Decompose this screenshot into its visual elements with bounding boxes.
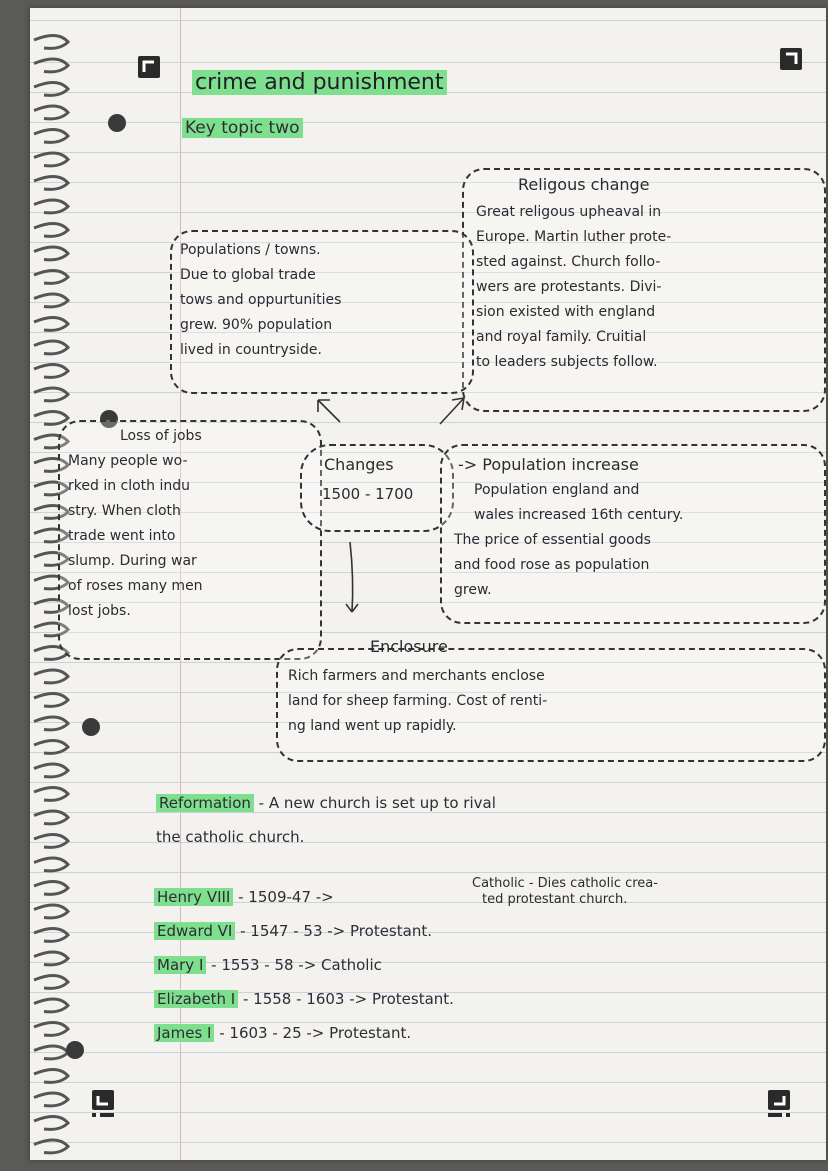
spiral-coil <box>34 176 68 189</box>
religious-change-heading: Religous change <box>518 175 650 194</box>
spiral-coil <box>34 317 68 330</box>
spiral-coil <box>34 200 68 213</box>
punch-hole <box>66 1041 84 1059</box>
spiral-coil <box>34 388 68 401</box>
spiral-coil <box>34 1140 68 1153</box>
loss-of-jobs-text: Loss of jobs Many people wo- rked in cloth indu stry. When cloth trade went into slump. During war of roses many men lost jobs. <box>68 428 203 619</box>
notebook-page <box>30 8 826 1160</box>
spiral-coil <box>34 811 68 824</box>
spiral-coil <box>34 223 68 236</box>
monarch-row: Henry VIII - 1509-47 -> <box>154 888 334 906</box>
spiral-coil <box>34 294 68 307</box>
spiral-coil <box>34 881 68 894</box>
spiral-coil <box>34 1069 68 1082</box>
spiral-coil <box>34 975 68 988</box>
punch-hole <box>108 114 126 132</box>
monarch-row: Elizabeth I - 1558 - 1603 -> Protestant. <box>154 990 454 1008</box>
populations-towns-text: Populations / towns. Due to global trade tows and oppurtunities grew. 90% population lived in countryside. <box>180 242 342 358</box>
monarch-row: James I - 1603 - 25 -> Protestant. <box>154 1024 411 1042</box>
henry-note: Catholic - Dies catholic crea- ted protestant church. <box>472 876 658 907</box>
enclosure-text: Rich farmers and merchants enclose land for sheep farming. Cost of renti- ng land went up rapidly. <box>288 668 548 734</box>
spiral-coil <box>34 82 68 95</box>
spiral-coil <box>34 834 68 847</box>
spiral-coil <box>34 999 68 1012</box>
spiral-coil <box>34 270 68 283</box>
spiral-coil <box>34 952 68 965</box>
spiral-coil <box>34 129 68 142</box>
corner-mark-icon <box>768 1090 790 1118</box>
spiral-coil <box>34 858 68 871</box>
spiral-coil <box>34 717 68 730</box>
reformation-term: Reformation <box>156 794 254 812</box>
spiral-coil <box>34 1046 68 1059</box>
arrow-up-right-icon <box>434 392 474 428</box>
spiral-coil <box>34 764 68 777</box>
spiral-coil <box>34 411 68 424</box>
reformation-definition-line2: the catholic church. <box>156 828 305 846</box>
corner-mark-icon <box>780 48 802 70</box>
spiral-coil <box>34 341 68 354</box>
population-increase-heading: -> Population increase <box>458 455 639 474</box>
monarch-row: Edward VI - 1547 - 53 -> Protestant. <box>154 922 432 940</box>
arrow-up-left-icon <box>310 392 350 428</box>
spiral-coil <box>34 247 68 260</box>
punch-hole <box>82 718 100 736</box>
spiral-coil <box>34 740 68 753</box>
spiral-coil <box>34 35 68 48</box>
spiral-coil <box>34 670 68 683</box>
enclosure-heading: Enclosure <box>370 637 448 656</box>
corner-mark-icon <box>92 1090 114 1118</box>
spiral-coil <box>34 693 68 706</box>
spiral-coil <box>34 106 68 119</box>
reformation-definition: Reformation - A new church is set up to rival <box>156 794 496 812</box>
corner-mark-icon <box>138 56 160 78</box>
spiral-coil <box>34 59 68 72</box>
spiral-coil <box>34 1116 68 1129</box>
changes-years: 1500 - 1700 <box>322 485 414 503</box>
spiral-coil <box>34 364 68 377</box>
spiral-coil <box>34 1093 68 1106</box>
spiral-coil <box>34 928 68 941</box>
spiral-coil <box>34 153 68 166</box>
page-title: crime and punishment <box>192 70 447 95</box>
changes-label: Changes <box>324 455 394 474</box>
monarch-row: Mary I - 1553 - 58 -> Catholic <box>154 956 382 974</box>
population-increase-text: Population england and wales increased 16th century. The price of essential goods and food rose as population grew. <box>454 482 684 598</box>
spiral-coil <box>34 787 68 800</box>
religious-change-text: Great religous upheaval in Europe. Martin luther prote- sted against. Church follo- wers are protestants. Divi- sion existed with england and royal family. Cruitial to leaders subjects follow. <box>476 204 672 370</box>
page-subtitle: Key topic two <box>182 118 303 138</box>
spiral-coil <box>34 905 68 918</box>
spiral-coil <box>34 1022 68 1035</box>
arrow-down-icon <box>336 538 366 618</box>
